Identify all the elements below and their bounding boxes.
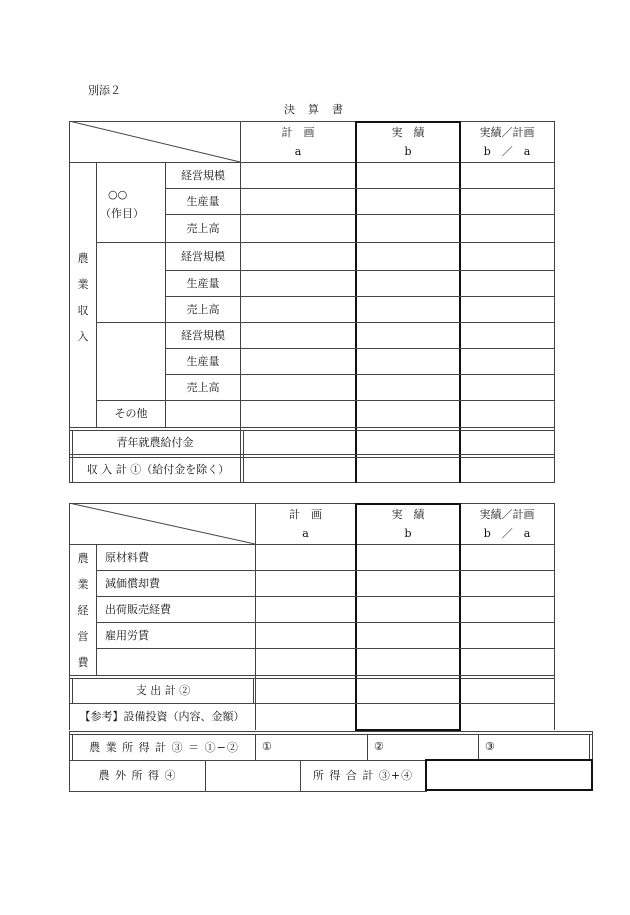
subsidy-label: 青年就農給付金	[116, 435, 194, 449]
expense-total-label: 支 出 計 ②	[135, 684, 191, 698]
item-scale-3: 経営規模	[181, 328, 225, 342]
expense-item-depreciation: 減価償却費	[105, 576, 160, 590]
col-plan: 計 画	[281, 126, 315, 140]
mark-three: ③	[485, 740, 495, 753]
total-income-label: 所 得 合 計 ③+④	[312, 769, 414, 783]
item-sales-1: 売上高	[186, 221, 220, 235]
item-scale-2: 経営規模	[181, 249, 225, 263]
header-diagonal	[69, 121, 241, 163]
attachment-label: 別添２	[88, 84, 121, 97]
col-ratio: 実績／計画	[479, 508, 535, 522]
crop-label-line1: ○○	[108, 188, 128, 201]
reference-investment-label: 【参考】設備投資（内容、金額）	[79, 710, 245, 724]
col-actual-sub: b	[404, 145, 412, 159]
farm-expense-section-label: 農 業 経 営 費	[77, 552, 89, 669]
col-actual: 実 績	[391, 126, 425, 140]
farm-income-section-label: 農 業 収 入	[77, 252, 89, 343]
document-title: 決 算 書	[284, 103, 344, 116]
expense-item-labor: 雇用労賃	[105, 628, 149, 642]
income-total-label: 収 入 計 ①（給付金を除く）	[86, 463, 230, 477]
total-income-box	[425, 759, 593, 791]
item-production-1: 生産量	[186, 194, 220, 208]
farm-income-total-label: 農 業 所 得 計 ③ ＝ ①−②	[89, 740, 239, 754]
item-sales-3: 売上高	[186, 380, 220, 394]
header-diagonal	[69, 503, 256, 545]
mark-two: ②	[374, 740, 384, 753]
item-production-2: 生産量	[186, 276, 220, 290]
mark-one: ①	[262, 740, 272, 753]
item-other: その他	[114, 407, 148, 421]
expense-item-materials: 原材料費	[105, 550, 149, 564]
crop-label-line2: （作目）	[100, 207, 144, 220]
col-plan-sub: a	[294, 145, 302, 159]
item-scale-1: 経営規模	[181, 168, 225, 182]
col-ratio: 実績／計画	[479, 126, 535, 140]
col-actual-sub: b	[404, 527, 412, 541]
item-production-3: 生産量	[186, 354, 220, 368]
col-plan-sub: a	[302, 527, 309, 541]
col-plan: 計 画	[289, 508, 322, 522]
item-sales-2: 売上高	[186, 302, 220, 316]
expense-item-shipping: 出荷販売経費	[105, 602, 171, 616]
nonfarm-income-label: 農 外 所 得 ④	[98, 769, 177, 783]
col-ratio-sub: b ／ a	[483, 527, 531, 541]
col-actual: 実 績	[391, 508, 425, 522]
col-ratio-sub: b ／ a	[483, 145, 531, 159]
